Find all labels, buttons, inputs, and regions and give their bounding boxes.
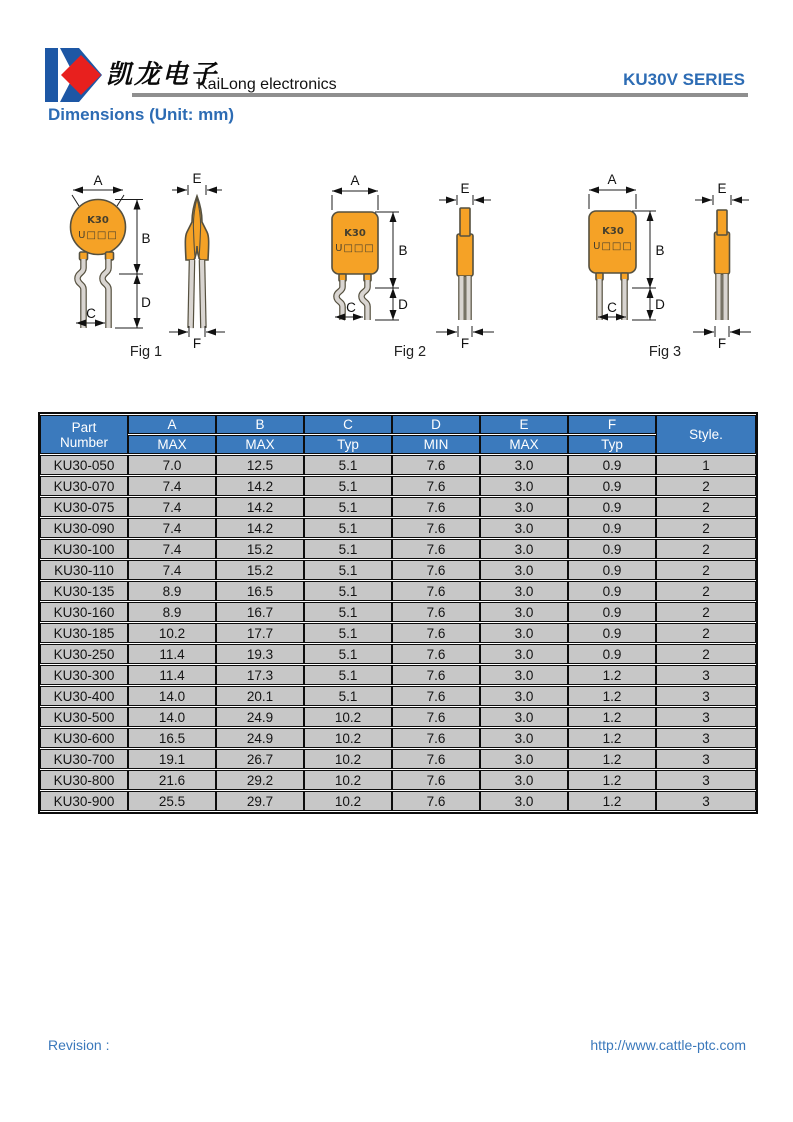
dim-value-cell: 7.6 <box>392 455 480 475</box>
dim-value-cell: 2 <box>656 497 756 517</box>
col-header-style: Style. <box>656 415 756 454</box>
part-number-cell: KU30-300 <box>40 665 128 685</box>
dim-label-d: D <box>655 297 665 312</box>
part-number-cell: KU30-110 <box>40 560 128 580</box>
device-body-side <box>457 234 473 276</box>
table-row <box>40 749 756 769</box>
table-row <box>40 602 756 622</box>
dim-value-cell: 2 <box>656 539 756 559</box>
dim-value-cell: 24.9 <box>216 728 304 748</box>
col-qual-c: Typ <box>304 435 392 454</box>
dim-value-cell: 16.5 <box>216 581 304 601</box>
dim-value-cell: 10.2 <box>304 707 392 727</box>
dim-value-cell: 3.0 <box>480 770 568 790</box>
dim-value-cell: 2 <box>656 644 756 664</box>
dim-value-cell: 3.0 <box>480 644 568 664</box>
table-row <box>40 560 756 580</box>
dim-value-cell: 3.0 <box>480 665 568 685</box>
fig2-caption: Fig 2 <box>393 344 427 360</box>
dim-value-cell: 3 <box>656 728 756 748</box>
dim-value-cell: 10.2 <box>128 623 216 643</box>
dim-value-cell: 1.2 <box>568 707 656 727</box>
dim-label-e: E <box>717 181 727 196</box>
dim-value-cell: 5.1 <box>304 497 392 517</box>
dim-value-cell: 21.6 <box>128 770 216 790</box>
dim-value-cell: 0.9 <box>568 518 656 538</box>
dim-value-cell: 16.7 <box>216 602 304 622</box>
kailong-k-logo-icon <box>45 46 105 104</box>
table-header <box>40 415 756 454</box>
table-row <box>40 791 756 811</box>
dim-value-cell: 3.0 <box>480 728 568 748</box>
table-row <box>40 770 756 790</box>
dim-value-cell: 7.6 <box>392 602 480 622</box>
dim-label-a: A <box>93 173 103 188</box>
table-row <box>40 518 756 538</box>
dim-value-cell: 29.7 <box>216 791 304 811</box>
dim-value-cell: 5.1 <box>304 455 392 475</box>
col-header-e: E <box>480 415 568 434</box>
dim-value-cell: 15.2 <box>216 539 304 559</box>
table-row <box>40 686 756 706</box>
table-row <box>40 539 756 559</box>
part-number-cell: KU30-600 <box>40 728 128 748</box>
dim-value-cell: 24.9 <box>216 707 304 727</box>
dim-value-cell: 15.2 <box>216 560 304 580</box>
col-qual-f: Typ <box>568 435 656 454</box>
dim-label-c: C <box>607 300 617 315</box>
device-marking-row2: U□□□ <box>335 243 375 254</box>
dim-value-cell: 11.4 <box>128 665 216 685</box>
dim-value-cell: 7.0 <box>128 455 216 475</box>
dim-value-cell: 3.0 <box>480 623 568 643</box>
dim-value-cell: 2 <box>656 476 756 496</box>
dim-value-cell: 17.7 <box>216 623 304 643</box>
dim-value-cell: 3 <box>656 791 756 811</box>
dimensions-table <box>38 412 758 814</box>
col-qual-b: MAX <box>216 435 304 454</box>
dim-value-cell: 3.0 <box>480 455 568 475</box>
dim-value-cell: 26.7 <box>216 749 304 769</box>
dim-label-c: C <box>346 300 356 315</box>
dim-value-cell: 7.6 <box>392 560 480 580</box>
dim-value-cell: 8.9 <box>128 602 216 622</box>
dim-value-cell: 5.1 <box>304 476 392 496</box>
dim-value-cell: 14.2 <box>216 497 304 517</box>
dim-value-cell: 14.2 <box>216 476 304 496</box>
dim-value-cell: 3.0 <box>480 749 568 769</box>
dim-value-cell: 3.0 <box>480 686 568 706</box>
dim-value-cell: 2 <box>656 518 756 538</box>
dim-value-cell: 0.9 <box>568 602 656 622</box>
dim-label-a: A <box>607 172 617 187</box>
dim-value-cell: 3.0 <box>480 476 568 496</box>
dim-value-cell: 7.6 <box>392 770 480 790</box>
dim-value-cell: 11.4 <box>128 644 216 664</box>
dim-value-cell: 1.2 <box>568 770 656 790</box>
dim-value-cell: 5.1 <box>304 665 392 685</box>
dim-value-cell: 5.1 <box>304 560 392 580</box>
dim-value-cell: 5.1 <box>304 518 392 538</box>
dim-value-cell: 1.2 <box>568 665 656 685</box>
device-marking: K30 <box>344 228 366 239</box>
dim-value-cell: 3.0 <box>480 539 568 559</box>
dim-label-e: E <box>460 181 470 196</box>
device-marking-row2: U□□□ <box>593 241 633 252</box>
dim-value-cell: 10.2 <box>304 770 392 790</box>
part-number-cell: KU30-400 <box>40 686 128 706</box>
dim-label-b: B <box>655 243 665 258</box>
dim-value-cell: 3 <box>656 770 756 790</box>
dim-value-cell: 7.6 <box>392 728 480 748</box>
col-header-a: A <box>128 415 216 434</box>
dim-value-cell: 1 <box>656 455 756 475</box>
col-qual-a: MAX <box>128 435 216 454</box>
table-row <box>40 497 756 517</box>
dim-value-cell: 3 <box>656 686 756 706</box>
dim-value-cell: 7.4 <box>128 539 216 559</box>
dim-value-cell: 3.0 <box>480 581 568 601</box>
dim-value-cell: 3.0 <box>480 602 568 622</box>
device-body-front <box>71 200 126 255</box>
col-qual-e: MAX <box>480 435 568 454</box>
device-marking: K30 <box>87 215 109 226</box>
device-body-side <box>185 196 208 260</box>
device-marking: K30 <box>602 226 624 237</box>
dim-value-cell: 7.4 <box>128 497 216 517</box>
dim-value-cell: 7.6 <box>392 791 480 811</box>
dim-value-cell: 2 <box>656 581 756 601</box>
dim-value-cell: 7.6 <box>392 581 480 601</box>
dim-value-cell: 3.0 <box>480 791 568 811</box>
part-number-cell: KU30-090 <box>40 518 128 538</box>
col-header-part-line1: Part <box>71 419 97 435</box>
table-row <box>40 665 756 685</box>
dim-value-cell: 7.6 <box>392 749 480 769</box>
dim-value-cell: 5.1 <box>304 602 392 622</box>
revision-label: Revision : <box>48 1037 110 1053</box>
device-marking-row2: U□□□ <box>78 230 118 241</box>
dim-value-cell: 25.5 <box>128 791 216 811</box>
dim-value-cell: 1.2 <box>568 728 656 748</box>
dim-value-cell: 16.5 <box>128 728 216 748</box>
dim-value-cell: 5.1 <box>304 539 392 559</box>
dim-label-c: C <box>86 306 96 321</box>
col-header-c: C <box>304 415 392 434</box>
fig3-drawing <box>575 170 780 360</box>
dim-value-cell: 29.2 <box>216 770 304 790</box>
dim-label-d: D <box>141 295 151 310</box>
dim-value-cell: 3.0 <box>480 518 568 538</box>
company-name-chinese: 凯龙电子 <box>106 60 219 90</box>
device-body-side <box>715 232 730 274</box>
dim-value-cell: 5.1 <box>304 581 392 601</box>
dim-value-cell: 3 <box>656 707 756 727</box>
dim-value-cell: 7.6 <box>392 539 480 559</box>
fig2-drawing <box>315 170 520 360</box>
table-row <box>40 707 756 727</box>
dim-value-cell: 14.2 <box>216 518 304 538</box>
table-row <box>40 728 756 748</box>
col-header-b: B <box>216 415 304 434</box>
header-divider <box>132 93 748 97</box>
dim-value-cell: 7.6 <box>392 686 480 706</box>
logo-bar <box>45 48 58 102</box>
dim-value-cell: 7.6 <box>392 644 480 664</box>
dim-value-cell: 0.9 <box>568 455 656 475</box>
dim-value-cell: 0.9 <box>568 644 656 664</box>
dim-value-cell: 8.9 <box>128 581 216 601</box>
dim-value-cell: 7.6 <box>392 518 480 538</box>
part-number-cell: KU30-100 <box>40 539 128 559</box>
parts-table-body <box>40 455 756 811</box>
dim-value-cell: 0.9 <box>568 623 656 643</box>
table-row <box>40 581 756 601</box>
fig1-drawing <box>45 170 250 360</box>
dim-value-cell: 20.1 <box>216 686 304 706</box>
dim-value-cell: 1.2 <box>568 791 656 811</box>
dim-label-b: B <box>398 243 408 258</box>
part-number-cell: KU30-250 <box>40 644 128 664</box>
part-number-cell: KU30-070 <box>40 476 128 496</box>
dim-value-cell: 14.0 <box>128 707 216 727</box>
dim-value-cell: 7.4 <box>128 560 216 580</box>
dim-value-cell: 7.6 <box>392 476 480 496</box>
dim-value-cell: 7.6 <box>392 623 480 643</box>
dim-value-cell: 19.3 <box>216 644 304 664</box>
section-title: Dimensions (Unit: mm) <box>48 105 235 124</box>
col-header-part <box>40 415 128 454</box>
dim-label-d: D <box>398 297 408 312</box>
dim-value-cell: 10.2 <box>304 749 392 769</box>
dim-value-cell: 5.1 <box>304 686 392 706</box>
col-qual-d: MIN <box>392 435 480 454</box>
dim-value-cell: 3.0 <box>480 560 568 580</box>
dim-label-b: B <box>141 231 151 246</box>
table-row <box>40 455 756 475</box>
part-number-cell: KU30-900 <box>40 791 128 811</box>
table-row <box>40 623 756 643</box>
dim-value-cell: 7.6 <box>392 497 480 517</box>
dim-value-cell: 3.0 <box>480 707 568 727</box>
fig3-caption: Fig 3 <box>648 344 682 360</box>
dim-value-cell: 3 <box>656 749 756 769</box>
table-row <box>40 476 756 496</box>
col-header-d: D <box>392 415 480 434</box>
part-number-cell: KU30-075 <box>40 497 128 517</box>
col-header-part-line2: Number <box>59 434 108 450</box>
dim-value-cell: 10.2 <box>304 728 392 748</box>
dim-value-cell: 3.0 <box>480 497 568 517</box>
dim-value-cell: 17.3 <box>216 665 304 685</box>
dim-value-cell: 10.2 <box>304 791 392 811</box>
dim-value-cell: 1.2 <box>568 686 656 706</box>
dim-value-cell: 0.9 <box>568 476 656 496</box>
dim-label-f: F <box>192 336 202 351</box>
website-link[interactable]: http://www.cattle-ptc.com <box>590 1037 746 1053</box>
dim-value-cell: 7.4 <box>128 476 216 496</box>
dim-value-cell: 19.1 <box>128 749 216 769</box>
dim-value-cell: 5.1 <box>304 644 392 664</box>
dim-value-cell: 2 <box>656 602 756 622</box>
company-name-english: KaiLong electronics <box>197 76 337 93</box>
dim-label-a: A <box>350 173 360 188</box>
dim-label-e: E <box>192 171 202 186</box>
dim-value-cell: 12.5 <box>216 455 304 475</box>
dim-value-cell: 7.4 <box>128 518 216 538</box>
part-number-cell: KU30-185 <box>40 623 128 643</box>
part-number-cell: KU30-500 <box>40 707 128 727</box>
col-header-f: F <box>568 415 656 434</box>
part-number-cell: KU30-800 <box>40 770 128 790</box>
dim-value-cell: 1.2 <box>568 749 656 769</box>
dim-value-cell: 0.9 <box>568 581 656 601</box>
dim-value-cell: 5.1 <box>304 623 392 643</box>
dim-label-f: F <box>460 336 470 351</box>
part-number-cell: KU30-135 <box>40 581 128 601</box>
dim-value-cell: 14.0 <box>128 686 216 706</box>
table-row <box>40 644 756 664</box>
dim-value-cell: 2 <box>656 560 756 580</box>
part-number-cell: KU30-160 <box>40 602 128 622</box>
dim-value-cell: 7.6 <box>392 707 480 727</box>
dim-value-cell: 0.9 <box>568 560 656 580</box>
dim-value-cell: 7.6 <box>392 665 480 685</box>
part-number-cell: KU30-050 <box>40 455 128 475</box>
fig1-caption: Fig 1 <box>129 344 163 360</box>
dim-value-cell: 0.9 <box>568 497 656 517</box>
dim-value-cell: 0.9 <box>568 539 656 559</box>
dim-value-cell: 3 <box>656 665 756 685</box>
dim-value-cell: 2 <box>656 623 756 643</box>
part-number-cell: KU30-700 <box>40 749 128 769</box>
dim-label-f: F <box>717 336 727 351</box>
series-title: KU30V SERIES <box>623 70 745 89</box>
